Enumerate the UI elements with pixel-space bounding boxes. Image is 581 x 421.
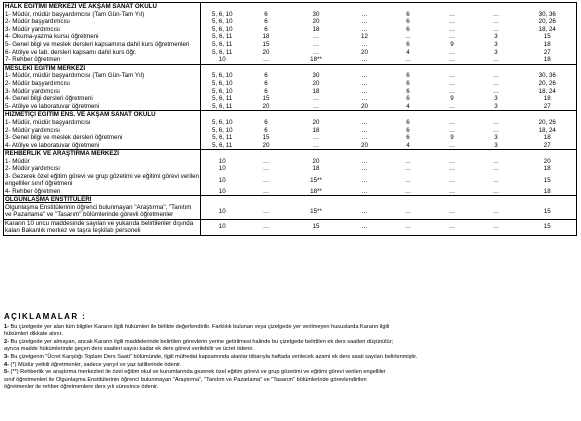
row-value: 6 [406,95,410,103]
row-value: 15 [519,219,577,235]
row-value: … [361,126,368,134]
note-number: 3- [4,353,9,360]
row-value: … [404,33,412,41]
row-value: … [492,176,500,184]
row-value: 4 [406,102,410,110]
row-value: … [386,219,431,235]
empty-cell [431,111,474,119]
row-value: 15 [519,33,577,41]
row-value: 15 [519,204,577,219]
empty-cell [289,150,344,158]
row-label: 4- Rehber öğretmen [4,188,201,196]
row-value: … [344,219,386,235]
table-row [4,204,577,219]
row-value: 15** [310,176,322,184]
row-value: 6 [406,25,410,33]
row-value: 5, 6, 10 [211,126,233,134]
row-value: 5, 6, 10 [211,72,233,80]
row-value: 15 [262,40,270,48]
row-value: 18 [519,41,577,49]
notes-list [4,324,576,392]
row-value: … [361,40,368,48]
empty-cell [519,3,577,11]
row-label: 4- Atölye ve laboratuvar öğretmeni [4,142,201,150]
row-value: 6 [406,134,410,142]
row-value: … [448,56,456,64]
row-value: 20 [361,141,368,149]
empty-cell [289,196,344,204]
row-value: 6 [406,72,410,80]
row-value: … [361,187,368,195]
note-line [4,369,576,377]
row-value: … [492,56,500,64]
row-value: … [361,95,368,103]
row-value: 5, 6, 10 [211,10,233,18]
row-value: … [448,126,456,134]
ek-ders-cizelgesi-table [3,2,577,236]
row-value: 12 [361,33,368,41]
note-text: Bu çizelgede yer alan tüm bilgiler Kararın ilgili hükümleri ile birlikte değerlendirilir. Farklılık bulunan veya çizelgede yer verilmeyen hususlarda Kararın ilgili [8,323,390,330]
row-value: … [312,40,320,48]
row-value: … [312,141,320,149]
row-value: … [262,176,270,184]
row-value: … [492,187,500,195]
note-text: (**) Rehberlik ve araştırma merkezleri ile özel eğitim okul ve kurumlarında gezerek özel eğitim görevi ve grup gözetimi ve eğitimi görevi verilen engelliler [8,369,386,376]
empty-cell [244,111,289,119]
row-value: 6 [406,40,410,48]
row-value: … [448,87,456,95]
table-row [4,158,577,166]
table-row [4,41,577,49]
note-line [4,339,576,347]
empty-cell [519,196,577,204]
row-value: … [492,207,500,215]
row-label: 4- Okuma-yazma kursu öğretmeni [4,33,201,41]
row-value: … [492,87,500,95]
row-value: 18 [262,33,270,41]
row-value: 20 [519,158,577,166]
row-value: … [492,72,500,80]
notes-section [4,313,576,392]
row-value: … [361,79,368,87]
row-value: 6 [406,18,410,26]
row-value: 3 [494,141,498,149]
empty-cell [474,150,519,158]
note-text: hükümleri dikkate alınır. [4,331,63,338]
row-value: 9 [450,95,454,103]
row-value: 6 [264,72,268,80]
row-value: … [448,102,456,110]
row-value: … [361,118,368,126]
row-label: 2- Müdür başyardımcısı [4,80,201,88]
row-value: 4 [406,141,410,149]
row-value: 18 [312,126,320,134]
note-line [4,354,576,362]
note-number: 4- [4,361,9,368]
empty-cell [344,3,386,11]
row-value: … [262,56,270,64]
empty-cell [431,150,474,158]
row-value: … [404,56,412,64]
note-line [4,362,576,370]
note-text: (*) Müdür yetkili öğretmenler, sadece yarıyıl ve yaz tatillerinde ödenir. [8,361,182,368]
empty-cell [386,196,431,204]
row-value: 15 [262,134,270,142]
row-value: … [361,176,368,184]
row-value: … [492,18,500,26]
row-value: … [492,25,500,33]
empty-cell [244,196,289,204]
table-row [4,80,577,88]
table-row [4,103,577,111]
section-title: OLGUNLAŞMA ENSTİTÜLERİ [4,196,201,204]
row-value: 20 [262,48,270,56]
row-value: 6 [264,79,268,87]
row-value: 6 [264,87,268,95]
empty-cell [201,196,244,204]
row-value: 30, 36 [519,72,577,80]
row-value: … [431,219,474,235]
row-label: 1- Müdür [4,158,201,166]
row-value: 30, 36 [519,11,577,19]
row-label: 3- Gezerek özel eğitim görevi ve grup gözetimi ve eğitimi görevi verilen engelliler sınıf öğretmeni [5,173,199,188]
row-value: 10 [218,157,226,165]
row-label: 5- Atölye ve laboratuvar öğretmeni [4,103,201,111]
empty-cell [431,196,474,204]
row-value: 10 [218,176,226,184]
table-row [4,95,577,103]
row-value: … [448,33,456,41]
empty-cell [201,111,244,119]
empty-cell [386,3,431,11]
row-value: 5, 6, 10 [211,79,233,87]
row-value: … [312,134,320,142]
row-label: 3- Müdür yardımcısı [4,88,201,96]
row-value: 30 [312,10,320,18]
row-value: 18 [519,95,577,103]
row-value: … [448,79,456,87]
row-value: … [448,48,456,56]
note-number: 5- [4,369,9,376]
row-value: 3 [494,33,498,41]
row-value: 10 [218,56,226,64]
table-row [4,11,577,19]
row-value: 6 [264,18,268,26]
row-value: 6 [406,10,410,18]
row-value: 15 [289,219,344,235]
row-value: 5, 6, 11 [212,48,233,56]
row-label: 1- Müdür, müdür başyardımcısı [4,119,201,127]
row-value: … [361,165,368,173]
row-value: 3 [494,95,498,103]
row-value: … [361,207,368,215]
table-row [4,88,577,96]
row-value: 9 [450,134,454,142]
empty-cell [201,150,244,158]
note-text: ayrıca madde hükümlerinde geçen ders saatleri sayısı kadar ek ders görevi verilebilir ve ücret ödenir. [4,346,254,353]
row-value: … [312,48,320,56]
table-row [4,134,577,142]
row-value: … [361,25,368,33]
row-value: 6 [264,25,268,33]
row-label: Olgunlaşma Enstitülerinin öğrenci bulunmayan "Araştırma", "Tanıtım ve Pazarlama" ve "Tasarım" bölümlerinde görevli öğretmenler [4,204,201,219]
empty-cell [431,64,474,72]
table-row [4,165,577,173]
row-value: 20 [361,48,368,56]
row-value: 27 [519,103,577,111]
halk-egitimi-section-title-row [4,3,577,11]
row-value: … [448,18,456,26]
row-value: 20 [262,102,270,110]
row-value: 6 [406,126,410,134]
hizmetici-egitim-section-title-row [4,111,577,119]
row-value: … [492,10,500,18]
note-line [4,346,576,354]
row-value: … [492,126,500,134]
row-value: … [448,10,456,18]
row-value: 20 [262,141,270,149]
row-value: 6 [264,10,268,18]
table-row [4,188,577,196]
row-value: … [448,157,456,165]
row-value: … [361,72,368,80]
row-value: … [404,207,412,215]
row-value: … [361,56,368,64]
row-label: 2- Müdür yardımcısı [4,127,201,135]
row-value: 18** [310,187,322,195]
olgunlasma-section-title-row [4,196,577,204]
row-value: … [361,10,368,18]
row-value: 20, 26 [519,18,577,26]
row-value: … [361,157,368,165]
table-row [4,26,577,34]
table-row [4,173,577,188]
table-row [4,142,577,150]
empty-cell [386,64,431,72]
empty-cell [289,64,344,72]
empty-cell [344,196,386,204]
empty-cell [289,111,344,119]
note-text: öğretmenler ile rehber öğretmenlere ders yılı süresince ödenir. [4,384,159,391]
empty-cell [431,3,474,11]
row-value: 5, 6, 11 [212,40,233,48]
row-value: 18, 24 [519,127,577,135]
row-value: … [404,187,412,195]
note-line [4,324,576,332]
row-value: … [312,102,320,110]
row-label: 1- Müdür, müdür başyardımcısı (Tam Gün-Tam Yıl) [4,11,201,19]
row-value: 6 [406,87,410,95]
row-value: 5, 6, 10 [211,118,233,126]
row-value: … [244,219,289,235]
row-value: 5, 6, 11 [212,95,233,103]
row-value: 6 [406,118,410,126]
row-value: … [404,165,412,173]
row-value: 20, 26 [519,80,577,88]
row-value: 6 [264,126,268,134]
empty-cell [474,3,519,11]
row-label: 4- Genel bilgi dersleri öğretmeni [4,95,201,103]
row-value: … [448,141,456,149]
row-value: 5, 6, 11 [212,134,233,142]
empty-cell [386,150,431,158]
empty-cell [474,196,519,204]
row-value: … [474,219,519,235]
empty-cell [519,150,577,158]
empty-cell [519,64,577,72]
empty-cell [344,64,386,72]
table-row [4,219,577,235]
row-value: 18, 24 [519,26,577,34]
row-label: 2- Müdür başyardımcısı [4,18,201,26]
table-row [4,56,577,64]
table-row [4,18,577,26]
empty-cell [474,64,519,72]
row-value: … [404,157,412,165]
row-value: … [312,95,320,103]
row-label: Kararın 10 uncu maddesinde sayılan ve yukarıda belirtilenler dışında kalan Bakanlık merkez ve taşra teşkilatı personeli [4,219,201,235]
row-value: 4 [406,48,410,56]
table-row [4,119,577,127]
row-value: … [448,207,456,215]
section-title: HALK EĞİTİMİ MERKEZİ VE AKŞAM SANAT OKULU [4,3,201,11]
table-row [4,49,577,57]
row-value: … [448,187,456,195]
row-value: 3 [494,48,498,56]
row-value: … [448,25,456,33]
row-value: 10 [218,207,226,215]
note-text: Bu çizelgenin "Ücret Karşılığı Toplam Ders Saati" bölümünde, ilgili müfredat kapsamında alanlar itibarıyla haftada verilecek azami ek ders saati sayıları belirlenmiştir. [8,353,418,360]
row-value: … [492,118,500,126]
row-value: 18** [310,56,322,64]
row-value: … [448,176,456,184]
row-value: 5, 6, 10 [211,25,233,33]
note-line [4,331,576,339]
row-value: 20 [312,79,320,87]
row-value: 9 [450,40,454,48]
row-value: 10 [201,219,244,235]
rehberlik-section-title-row [4,150,577,158]
note-number: 2- [4,338,9,345]
note-number: 1- [4,323,9,330]
note-text: Bu çizelgede yer almayan, ancak Kararın ilgili maddelerinde belirtilen görevlerin yerine getirilmesi halinde bu çizelgede belirtilen ek ders saatleri düşünülür; [8,338,393,345]
row-label: 3- Genel bilgi ve meslek dersleri öğretmeni [4,134,201,142]
empty-cell [519,111,577,119]
empty-cell [201,3,244,11]
row-value: 3 [494,102,498,110]
row-value: 18 [519,188,577,196]
row-value: 18 [519,165,577,173]
row-value: 18 [312,25,320,33]
row-value: … [448,118,456,126]
empty-cell [244,64,289,72]
row-value: 20 [361,102,368,110]
row-value: 15 [519,173,577,188]
empty-cell [244,150,289,158]
row-value: 20 [312,18,320,26]
row-value: 15 [262,95,270,103]
row-value: 27 [519,49,577,57]
row-value: … [448,72,456,80]
row-value: 6 [264,118,268,126]
row-value: 20 [312,157,320,165]
empty-cell [289,3,344,11]
note-line [4,377,576,385]
row-label: 5- Genel bilgi ve meslek dersleri kapsamına dahil kurs öğretmenleri [4,41,201,49]
row-value: 15** [310,207,322,215]
empty-cell [244,3,289,11]
row-label: 6- Atölye ve lab. dersleri kapsamı dahil kurs öğr. [4,49,201,57]
table-row [4,72,577,80]
row-value: 6 [406,79,410,87]
empty-cell [201,64,244,72]
row-value: … [312,33,320,41]
row-label: 7- Rehber öğretmen [4,56,201,64]
row-value: 18, 24 [519,88,577,96]
row-value: 27 [519,142,577,150]
row-value: 5, 6, 11 [212,141,233,149]
row-label: 2- Müdür yardımcısı [4,165,201,173]
row-value: … [361,87,368,95]
table-row [4,33,577,41]
row-value: 18 [312,87,320,95]
row-value: … [361,18,368,26]
row-value: … [262,207,270,215]
section-title: MESLEKİ EĞİTİM MERKEZİ [4,64,201,72]
empty-cell [386,111,431,119]
row-value: 20, 26 [519,119,577,127]
row-value: 5, 6, 10 [211,18,233,26]
row-value: … [262,165,270,173]
row-value: 18 [519,56,577,64]
row-value: … [492,165,500,173]
section-title: HİZMETİÇİ EĞİTİM ENS. VE AKŞAM SANAT OKULU [4,111,201,119]
row-value: 10 [218,165,226,173]
notes-title: AÇIKLAMALAR : [4,312,87,321]
row-value: 3 [494,40,498,48]
note-text: sınıf öğretmenleri ile Olgunlaşma Enstitülerinin öğrenci bulunmayan "Araştırma", "Tanıtım ve Pazarlama" ve "Tasarım" bölümlerinde görevlendirilen [4,376,367,383]
note-line [4,384,576,392]
row-value: 20 [312,118,320,126]
row-value: … [404,176,412,184]
row-value: 5, 6, 11 [212,102,233,110]
empty-cell [344,150,386,158]
mesleki-egitim-section-title-row [4,64,577,72]
row-value: 30 [312,72,320,80]
row-value: 18 [519,134,577,142]
row-value: 5, 6, 10 [211,87,233,95]
row-value: … [492,79,500,87]
row-value: 3 [494,134,498,142]
section-title: REHBERLİK VE ARAŞTIRMA MERKEZİ [4,150,201,158]
row-value: … [361,134,368,142]
row-value: 18 [312,165,320,173]
row-value: … [262,187,270,195]
row-value: … [448,165,456,173]
table-row [4,127,577,135]
empty-cell [344,111,386,119]
row-value: … [262,157,270,165]
row-value: 10 [218,187,226,195]
row-label: 1- Müdür, müdür başyardımcısı (Tam Gün-Tam Yıl) [4,72,201,80]
row-label: 3- Müdür yardımcısı [4,26,201,34]
row-value: 5, 6, 11 [212,33,233,41]
empty-cell [474,111,519,119]
row-value: … [492,157,500,165]
